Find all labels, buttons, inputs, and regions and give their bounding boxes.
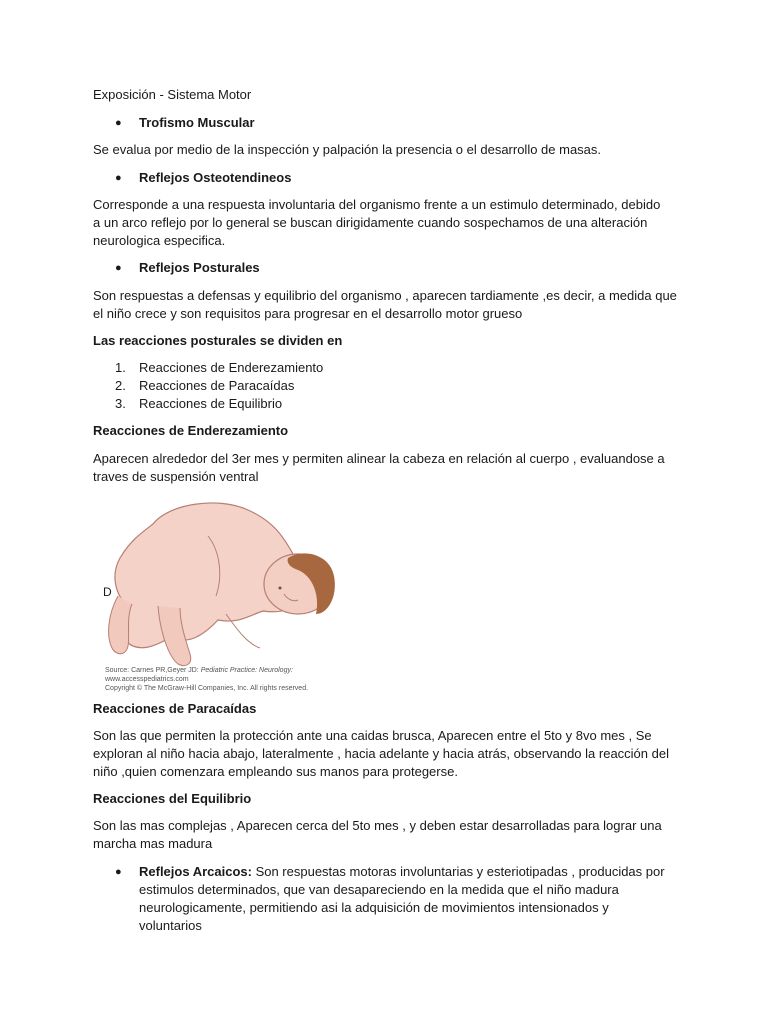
heading-trofismo: Trofismo Muscular — [139, 115, 255, 130]
bullet-icon: ● — [115, 117, 122, 129]
paragraph-line: el niño crece y son requisitos para progresar en el desarrollo motor grueso — [93, 306, 523, 321]
arcaicos-first-line — [139, 863, 665, 881]
bullet-icon: ● — [115, 866, 122, 878]
caption-source-title: Pediatric Practice: Neurology: — [200, 667, 293, 674]
bullet-icon: ● — [115, 262, 122, 274]
list-item: Reacciones de Paracaídas — [139, 378, 295, 393]
heading-osteotendineos: Reflejos Osteotendineos — [139, 170, 292, 185]
figure-panel-letter: D — [103, 585, 112, 599]
heading-division: Las reacciones posturales se dividen en — [93, 333, 343, 348]
caption-source-text: Source: Carnes PR,Geyer JD: — [105, 667, 201, 674]
paragraph-line: estimulos determinados, que van desapareciendo en la medida que el niño madura — [139, 882, 619, 897]
list-number: 1. — [115, 360, 126, 375]
paragraph-line: Corresponde a una respuesta involuntaria del organismo frente a un estimulo determinado, debido — [93, 197, 661, 212]
list-item: Reacciones de Enderezamiento — [139, 360, 324, 375]
figure-caption-source — [105, 666, 293, 675]
figure-caption-url: www.accesspediatrics.com — [105, 676, 189, 683]
paragraph-line: traves de suspensión ventral — [93, 469, 259, 484]
paragraph-line: marcha mas madura — [93, 836, 213, 851]
list-number: 3. — [115, 396, 126, 411]
list-item: Reacciones de Equilibrio — [139, 396, 283, 411]
infant-ventral-suspension-illustration — [98, 496, 338, 694]
list-number: 2. — [115, 378, 126, 393]
paragraph-line: Son las mas complejas , Aparecen cerca del 5to mes , y deben estar desarrolladas para lograr una — [93, 818, 662, 833]
paragraph-line: exploran al niño hacia abajo, lateralmente , hacia adelante y hacia atrás, observando la reacción del — [93, 746, 669, 761]
heading-posturales: Reflejos Posturales — [139, 260, 260, 275]
heading-paracaidas: Reacciones de Paracaídas — [93, 701, 257, 716]
paragraph-line: neurologica especifica. — [93, 233, 226, 248]
figure-caption-copyright: Copyright © The McGraw-Hill Companies, Inc. All rights reserved. — [105, 685, 309, 692]
heading-enderezamiento: Reacciones de Enderezamiento — [93, 423, 289, 438]
paragraph-line: neurologicamente, permitiendo asi la adquisición de movimientos intensionados y — [139, 900, 609, 915]
bullet-icon: ● — [115, 172, 122, 184]
paragraph-line: Son respuestas a defensas y equilibrio del organismo , aparecen tardiamente ,es decir, a medida que — [93, 288, 677, 303]
paragraph-line: a un arco reflejo por lo general se buscan dirigidamente cuando sospechamos de una alteración — [93, 215, 648, 230]
arcaicos-intro: Son respuestas motoras involuntarias y esteriotipadas , producidas por — [251, 864, 665, 879]
heading-arcaicos: Reflejos Arcaicos: — [139, 864, 252, 879]
paragraph-line: voluntarios — [139, 918, 202, 933]
paragraph-line: Son las que permiten la protección ante una caidas brusca, Aparecen entre el 5to y 8vo mes , Se — [93, 728, 652, 743]
document-title: Exposición - Sistema Motor — [93, 87, 252, 102]
paragraph-line: niño ,quien comenzara empleando sus manos para protegerse. — [93, 764, 458, 779]
heading-equilibrio: Reacciones del Equilibrio — [93, 791, 252, 806]
paragraph-trofismo: Se evalua por medio de la inspección y palpación la presencia o el desarrollo de masas. — [93, 142, 602, 157]
paragraph-line: Aparecen alrededor del 3er mes y permiten alinear la cabeza en relación al cuerpo , evaluandose a — [93, 451, 665, 466]
